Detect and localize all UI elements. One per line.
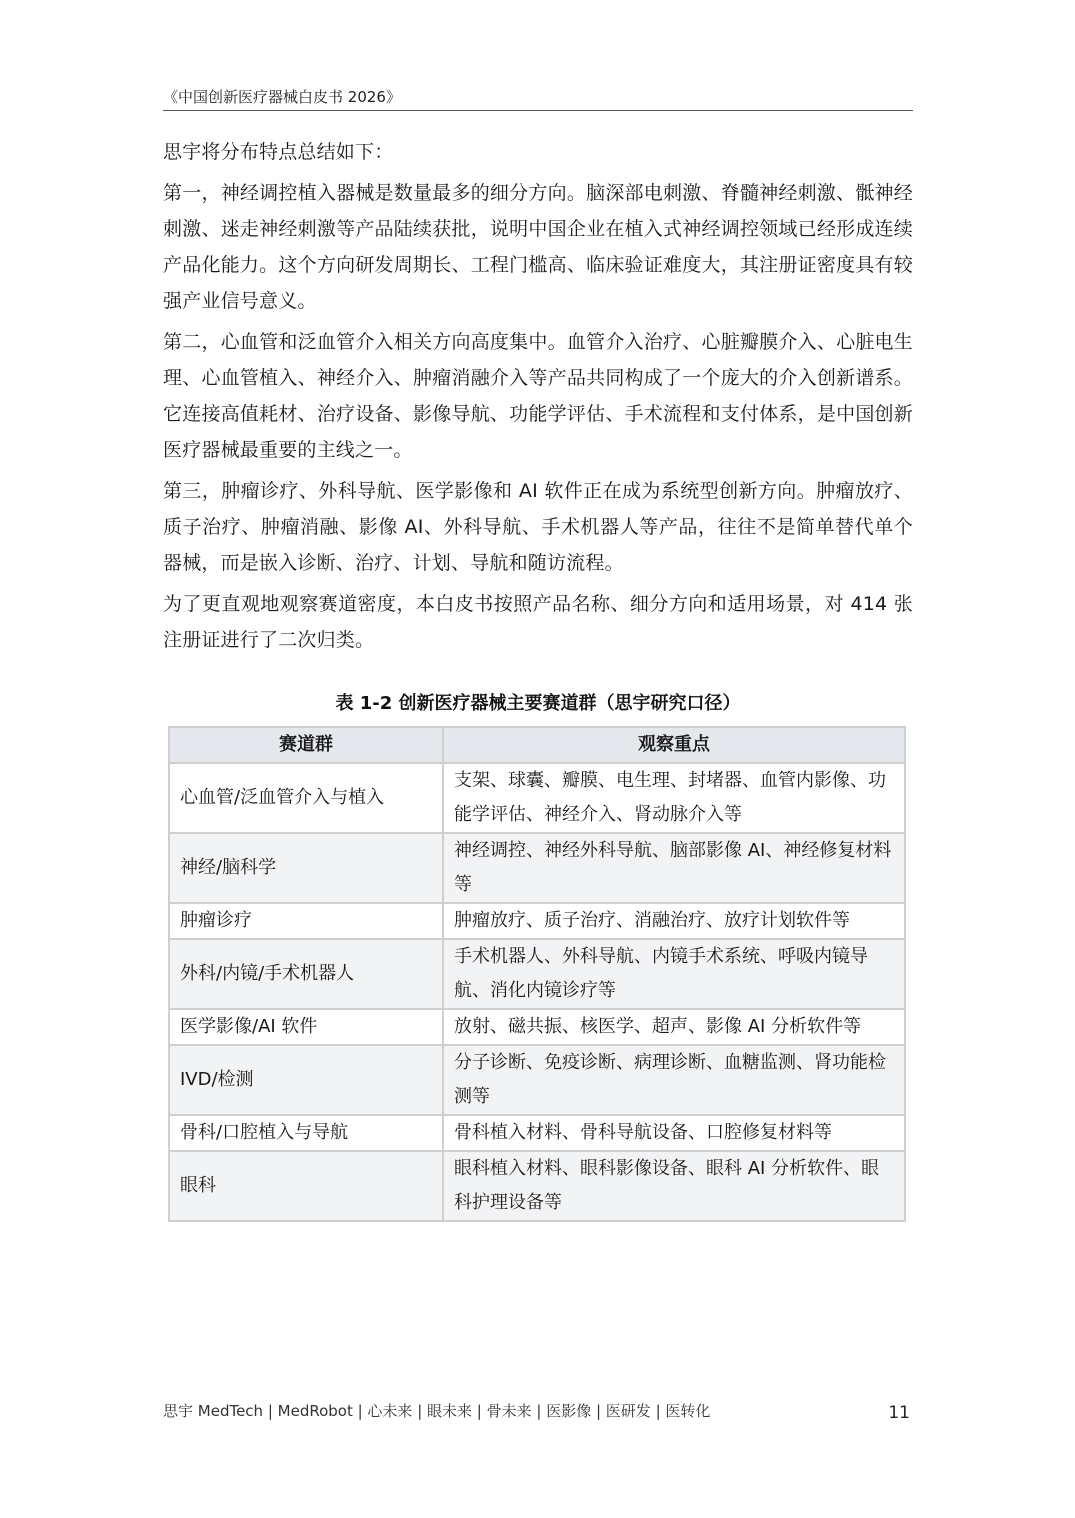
table-header-row <box>169 727 905 763</box>
focus-cell: 手术机器人、外科导航、内镜手术系统、呼吸内镜导航、消化内镜诊疗等 <box>443 939 905 1009</box>
table-row <box>169 1045 905 1115</box>
track-cell: 骨科/口腔植入与导航 <box>169 1115 443 1151</box>
focus-cell: 眼科植入材料、眼科影像设备、眼科 AI 分析软件、眼科护理设备等 <box>443 1151 905 1221</box>
track-cell: 医学影像/AI 软件 <box>169 1009 443 1045</box>
table-row <box>169 1151 905 1221</box>
paragraph-third: 第三，肿瘤诊疗、外科导航、医学影像和 AI 软件正在成为系统型创新方向。肿瘤放疗、质子治疗、肿瘤消融、影像 AI、外科导航、手术机器人等产品，往往不是简单替代单个器械，而是嵌入诊断、治疗、计划、导航和随访流程。 <box>163 480 913 574</box>
body-text <box>163 134 913 663</box>
track-cell: 神经/脑科学 <box>169 833 443 903</box>
focus-cell: 支架、球囊、瓣膜、电生理、封堵器、血管内影像、功能学评估、神经介入、肾动脉介入等 <box>443 763 905 833</box>
focus-cell: 骨科植入材料、骨科导航设备、口腔修复材料等 <box>443 1115 905 1151</box>
column-header-focus: 观察重点 <box>443 727 905 763</box>
header-title: 《中国创新医疗器械白皮书 2026》 <box>163 88 401 106</box>
footer-text: 思宇 MedTech | MedRobot | 心未来 | 眼未来 | 骨未来 | 医影像 | 医研发 | 医转化 <box>163 1402 711 1420</box>
table-row <box>169 939 905 1009</box>
paragraph-closing: 为了更直观地观察赛道密度，本白皮书按照产品名称、细分方向和适用场景，对 414 张注册证进行了二次归类。 <box>163 593 913 651</box>
paragraph-second: 第二，心血管和泛血管介入相关方向高度集中。血管介入治疗、心脏瓣膜介入、心脏电生理、心血管植入、神经介入、肿瘤消融介入等产品共同构成了一个庞大的介入创新谱系。它连接高值耗材、治疗设备、影像导航、功能学评估、手术流程和支付体系，是中国创新医疗器械最重要的主线之一。 <box>163 331 913 461</box>
table-row <box>169 763 905 833</box>
track-cell: 肿瘤诊疗 <box>169 903 443 939</box>
table-row <box>169 903 905 939</box>
table-caption: 表 1-2 创新医疗器械主要赛道群（思宇研究口径） <box>335 693 741 714</box>
table-row <box>169 1009 905 1045</box>
table-row <box>169 1115 905 1151</box>
track-group-table <box>168 726 906 1222</box>
page-footer <box>163 1398 913 1424</box>
focus-cell: 神经调控、神经外科导航、脑部影像 AI、神经修复材料等 <box>443 833 905 903</box>
column-header-track: 赛道群 <box>169 727 443 763</box>
track-cell: 眼科 <box>169 1151 443 1221</box>
table-row <box>169 833 905 903</box>
track-cell: 外科/内镜/手术机器人 <box>169 939 443 1009</box>
focus-cell: 放射、磁共振、核医学、超声、影像 AI 分析软件等 <box>443 1009 905 1045</box>
page-header <box>163 86 913 111</box>
track-cell: 心血管/泛血管介入与植入 <box>169 763 443 833</box>
focus-cell: 分子诊断、免疫诊断、病理诊断、血糖监测、肾功能检测等 <box>443 1045 905 1115</box>
focus-cell: 肿瘤放疗、质子治疗、消融治疗、放疗计划软件等 <box>443 903 905 939</box>
paragraph-first: 第一，神经调控植入器械是数量最多的细分方向。脑深部电刺激、脊髓神经刺激、骶神经刺激、迷走神经刺激等产品陆续获批，说明中国企业在植入式神经调控领域已经形成连续产品化能力。这个方向研发周期长、工程门槛高、临床验证难度大，其注册证密度具有较强产业信号意义。 <box>163 182 913 312</box>
track-cell: IVD/检测 <box>169 1045 443 1115</box>
paragraph-intro: 思宇将分布特点总结如下： <box>163 141 394 163</box>
page-number: 11 <box>888 1403 910 1423</box>
